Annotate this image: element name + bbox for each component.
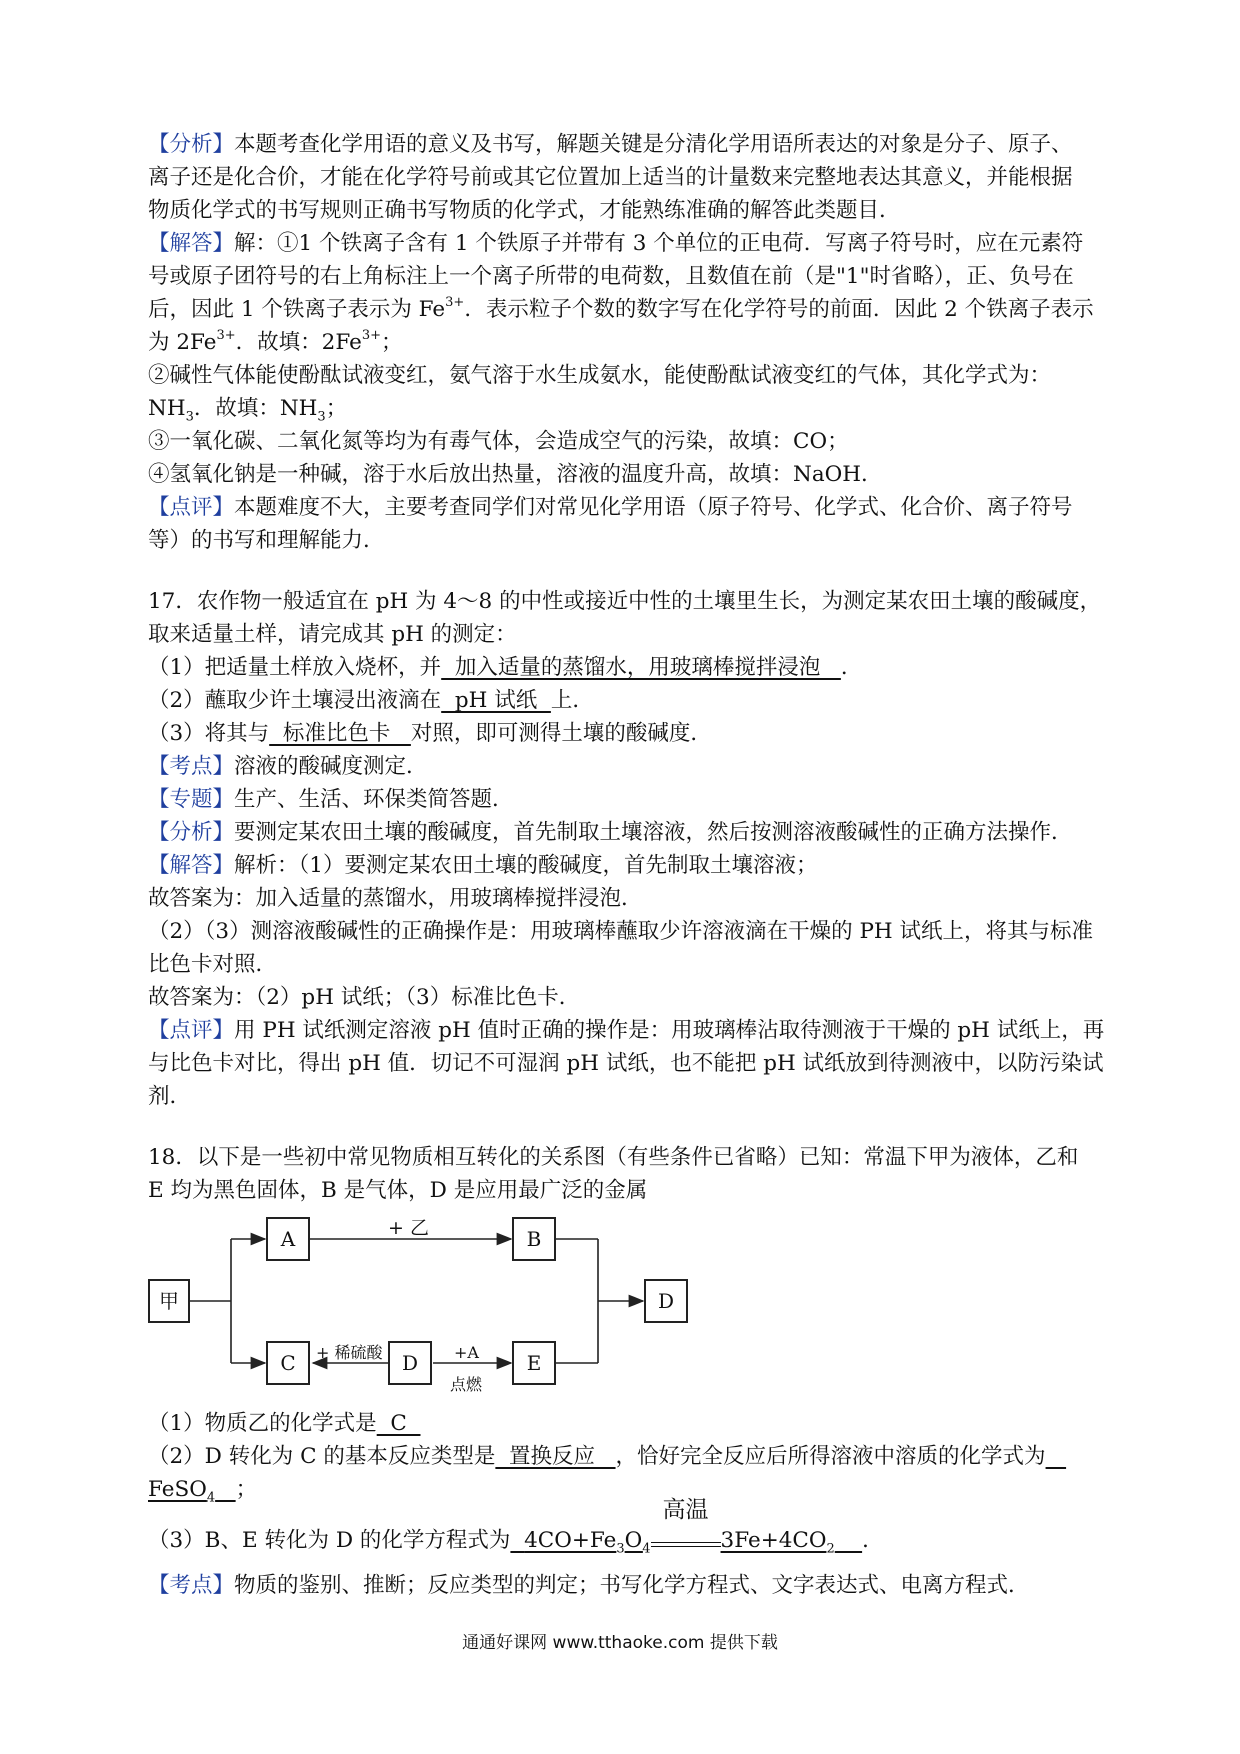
question-18-part-1 (148, 1407, 1098, 1440)
node-d-middle: D (388, 1341, 432, 1385)
question-text: （3）B、E 转化为 D 的化学方程式为 (148, 1528, 511, 1553)
answer-text: 为 2Fe (148, 330, 217, 355)
answer-line (148, 392, 1098, 425)
question-17-part-1 (148, 651, 1098, 684)
answer-text: 解：①1 个铁离子含有 1 个铁原子并带有 3 个单位的正电荷．写离子符号时，应在元素符 (234, 231, 1084, 256)
comment-line (148, 1014, 1105, 1047)
question-18-stem: E 均为黑色固体，B 是气体，D 是应用最广泛的金属 (148, 1178, 648, 1203)
answer-blank: 置换反应 (495, 1444, 616, 1469)
condition-high-temperature: 高温 (662, 1497, 709, 1523)
question-18-part-2 (148, 1440, 1098, 1473)
comment-tag: 【点评】 (148, 1018, 235, 1043)
subscript: 3 (317, 409, 326, 425)
question-17-stem: 取来适量土样，请完成其 pH 的测定： (148, 622, 517, 647)
answer-text: ； (380, 330, 403, 355)
answer-text: 解析：（1）要测定某农田土壤的酸碱度，首先制取土壤溶液； (234, 853, 818, 878)
footer-source: 通通好课网 www.tthaoke.com 提供下载 (462, 1633, 778, 1653)
formula-text: FeSO (148, 1477, 207, 1502)
question-text: （3）将其与 (148, 721, 270, 746)
answer-line: ②碱性气体能使酚酞试液变红，氨气溶于水生成氨水，能使酚酞试液变红的气体，其化学式为： (148, 363, 1052, 388)
label-plus-yi: + 乙 (388, 1217, 429, 1239)
question-text: （2）蘸取少许土壤浸出液滴在 (148, 688, 442, 713)
label-plus-a: +A (454, 1343, 479, 1362)
answer-blank: pH 试纸 (441, 688, 551, 713)
reaction-condition (651, 1497, 721, 1547)
analysis-line (148, 128, 1098, 161)
answer-blank: C (376, 1411, 421, 1436)
node-jia: 甲 (148, 1279, 190, 1323)
answer-line: 故答案为：（2）pH 试纸；（3）标准比色卡． (148, 985, 581, 1010)
answer-line: 号或原子团符号的右上角标注上一个离子所带的电荷数，且数值在前（是"1"时省略），正、负号在 (148, 264, 1074, 289)
equals-sign (651, 1542, 721, 1547)
answer-line (148, 293, 1098, 326)
comment-tag: 【点评】 (148, 495, 235, 520)
question-text: 对照，即可测得土壤的酸碱度． (410, 721, 712, 746)
answer-tag: 【解答】 (148, 231, 235, 256)
node-b: B (512, 1217, 556, 1261)
kaodian-tag: 【考点】 (148, 754, 235, 779)
equation-reactants: 4CO+Fe (524, 1528, 617, 1553)
question-text: （2）D 转化为 C 的基本反应类型是 (148, 1444, 496, 1469)
answer-text: 后，因此 1 个铁离子表示为 Fe (148, 297, 446, 322)
kaodian-text: 物质的鉴别、推断；反应类型的判定；书写化学方程式、文字表达式、电离方程式． (234, 1573, 1030, 1598)
question-18-part-2-cont (148, 1473, 1098, 1506)
kaodian-text: 溶液的酸碱度测定． (234, 754, 428, 779)
zhuanti-line (148, 783, 1098, 816)
answer-line: ④氢氧化钠是一种碱，溶于水后放出热量，溶液的温度升高，故填：NaOH． (148, 462, 883, 487)
question-17-part-3 (148, 717, 1098, 750)
answer-line: ③一氧化碳、二氧化氮等均为有毒气体，会造成空气的污染，故填：CO； (148, 429, 849, 454)
answer-text: ．故填：NH (193, 396, 318, 421)
analysis-text: 要测定某农田土壤的酸碱度，首先制取土壤溶液，然后按测溶液酸碱性的正确方法操作． (234, 820, 1073, 845)
equation-products: 3Fe+4CO (720, 1528, 827, 1553)
question-text: （1）把适量土样放入烧杯，并 (148, 655, 442, 680)
charge-superscript: 3+ (361, 327, 381, 343)
answer-text: ．表示粒子个数的数字写在化学符号的前面．因此 2 个铁离子表示 (464, 297, 1094, 322)
comment-line: 与比色卡对比，得出 pH 值．切记不可湿润 pH 试纸，也不能把 pH 试纸放到待测液中，以防污染试 (148, 1051, 1104, 1076)
question-18-part-3 (148, 1497, 1098, 1557)
answer-blank-lead (1046, 1444, 1067, 1469)
answer-line: 故答案为：加入适量的蒸馏水，用玻璃棒搅拌浸泡． (148, 886, 643, 911)
answer-blank: 加入适量的蒸馏水，用玻璃棒搅拌浸泡 (441, 655, 841, 680)
charge-superscript: 3+ (445, 294, 465, 310)
question-text: 上． (550, 688, 594, 713)
subscript: 3 (185, 409, 194, 425)
comment-text: 本题难度不大，主要考查同学们对常见化学用语（原子符号、化学式、化合价、离子符号 (234, 495, 1073, 520)
analysis-tag: 【分析】 (148, 132, 235, 157)
analysis-text: 本题考查化学用语的意义及书写，解题关键是分清化学用语所表达的对象是分子、原子、 (234, 132, 1073, 157)
answer-line: 比色卡对照． (148, 952, 278, 977)
charge-superscript: 3+ (216, 327, 236, 343)
answer-tag: 【解答】 (148, 853, 235, 878)
subscript: 4 (206, 1490, 216, 1506)
answer-line: （2）（3）测溶液酸碱性的正确操作是：用玻璃棒蘸取少许溶液滴在干燥的 PH 试纸上，将其与标准 (148, 919, 1093, 944)
equation-reactants: O (624, 1528, 643, 1553)
conversion-diagram (148, 1209, 1098, 1399)
label-ignite: 点燃 (450, 1375, 483, 1394)
answer-line (148, 326, 1098, 359)
node-e: E (512, 1341, 556, 1385)
label-dilute-sulfuric-acid: + 稀硫酸 (316, 1343, 383, 1362)
node-d-right: D (644, 1279, 688, 1323)
question-text: ． (840, 655, 863, 680)
kaodian-line (148, 1569, 1098, 1602)
analysis-tag: 【分析】 (148, 820, 235, 845)
question-18-stem: 18．以下是一些初中常见物质相互转化的关系图（有些条件已省略）已知：常温下甲为液体，乙和 (148, 1145, 1079, 1170)
analysis-line: 物质化学式的书写规则正确书写物质的化学式，才能熟练准确的解答此类题目． (148, 198, 901, 223)
subscript: 4 (642, 1541, 651, 1557)
kaodian-tag: 【考点】 (148, 1573, 235, 1598)
kaodian-line (148, 750, 1098, 783)
answer-line (148, 849, 1098, 882)
comment-text: 用 PH 试纸测定溶液 pH 值时正确的操作是：用玻璃棒沾取待测液于干燥的 pH 试纸上，再 (234, 1018, 1105, 1043)
question-text: ，恰好完全反应后所得溶液中溶质的化学式为 (615, 1444, 1046, 1469)
answer-blank: 标准比色卡 (269, 721, 411, 746)
comment-line (148, 491, 1098, 524)
answer-text: ．故填：2Fe (235, 330, 362, 355)
zhuanti-tag: 【专题】 (148, 787, 235, 812)
answer-blank (510, 1528, 651, 1557)
answer-line (148, 227, 1098, 260)
node-c: C (266, 1341, 310, 1385)
question-17-part-2 (148, 684, 1098, 717)
document-body (148, 128, 1105, 1602)
answer-text: ； (325, 396, 348, 421)
subscript: 3 (616, 1541, 625, 1557)
question-text: （1）物质乙的化学式是 (148, 1411, 377, 1436)
question-text: ； (235, 1477, 258, 1502)
comment-line: 等）的书写和理解能力． (148, 528, 385, 553)
zhuanti-text: 生产、生活、环保类简答题． (234, 787, 514, 812)
comment-line: 剂． (148, 1084, 192, 1109)
question-text: ． (862, 1528, 884, 1553)
node-a: A (266, 1217, 310, 1261)
answer-blank (720, 1528, 863, 1557)
analysis-line (148, 816, 1098, 849)
answer-blank (148, 1477, 236, 1506)
question-17-stem: 17．农作物一般适宜在 pH 为 4～8 的中性或接近中性的土壤里生长，为测定某农田土壤的酸碱度， (148, 589, 1102, 614)
answer-text: NH (148, 396, 186, 421)
subscript: 2 (826, 1541, 835, 1557)
analysis-line: 离子还是化合价，才能在化学符号前或其它位置加上适当的计量数来完整地表达其意义，并能根据 (148, 165, 1073, 190)
